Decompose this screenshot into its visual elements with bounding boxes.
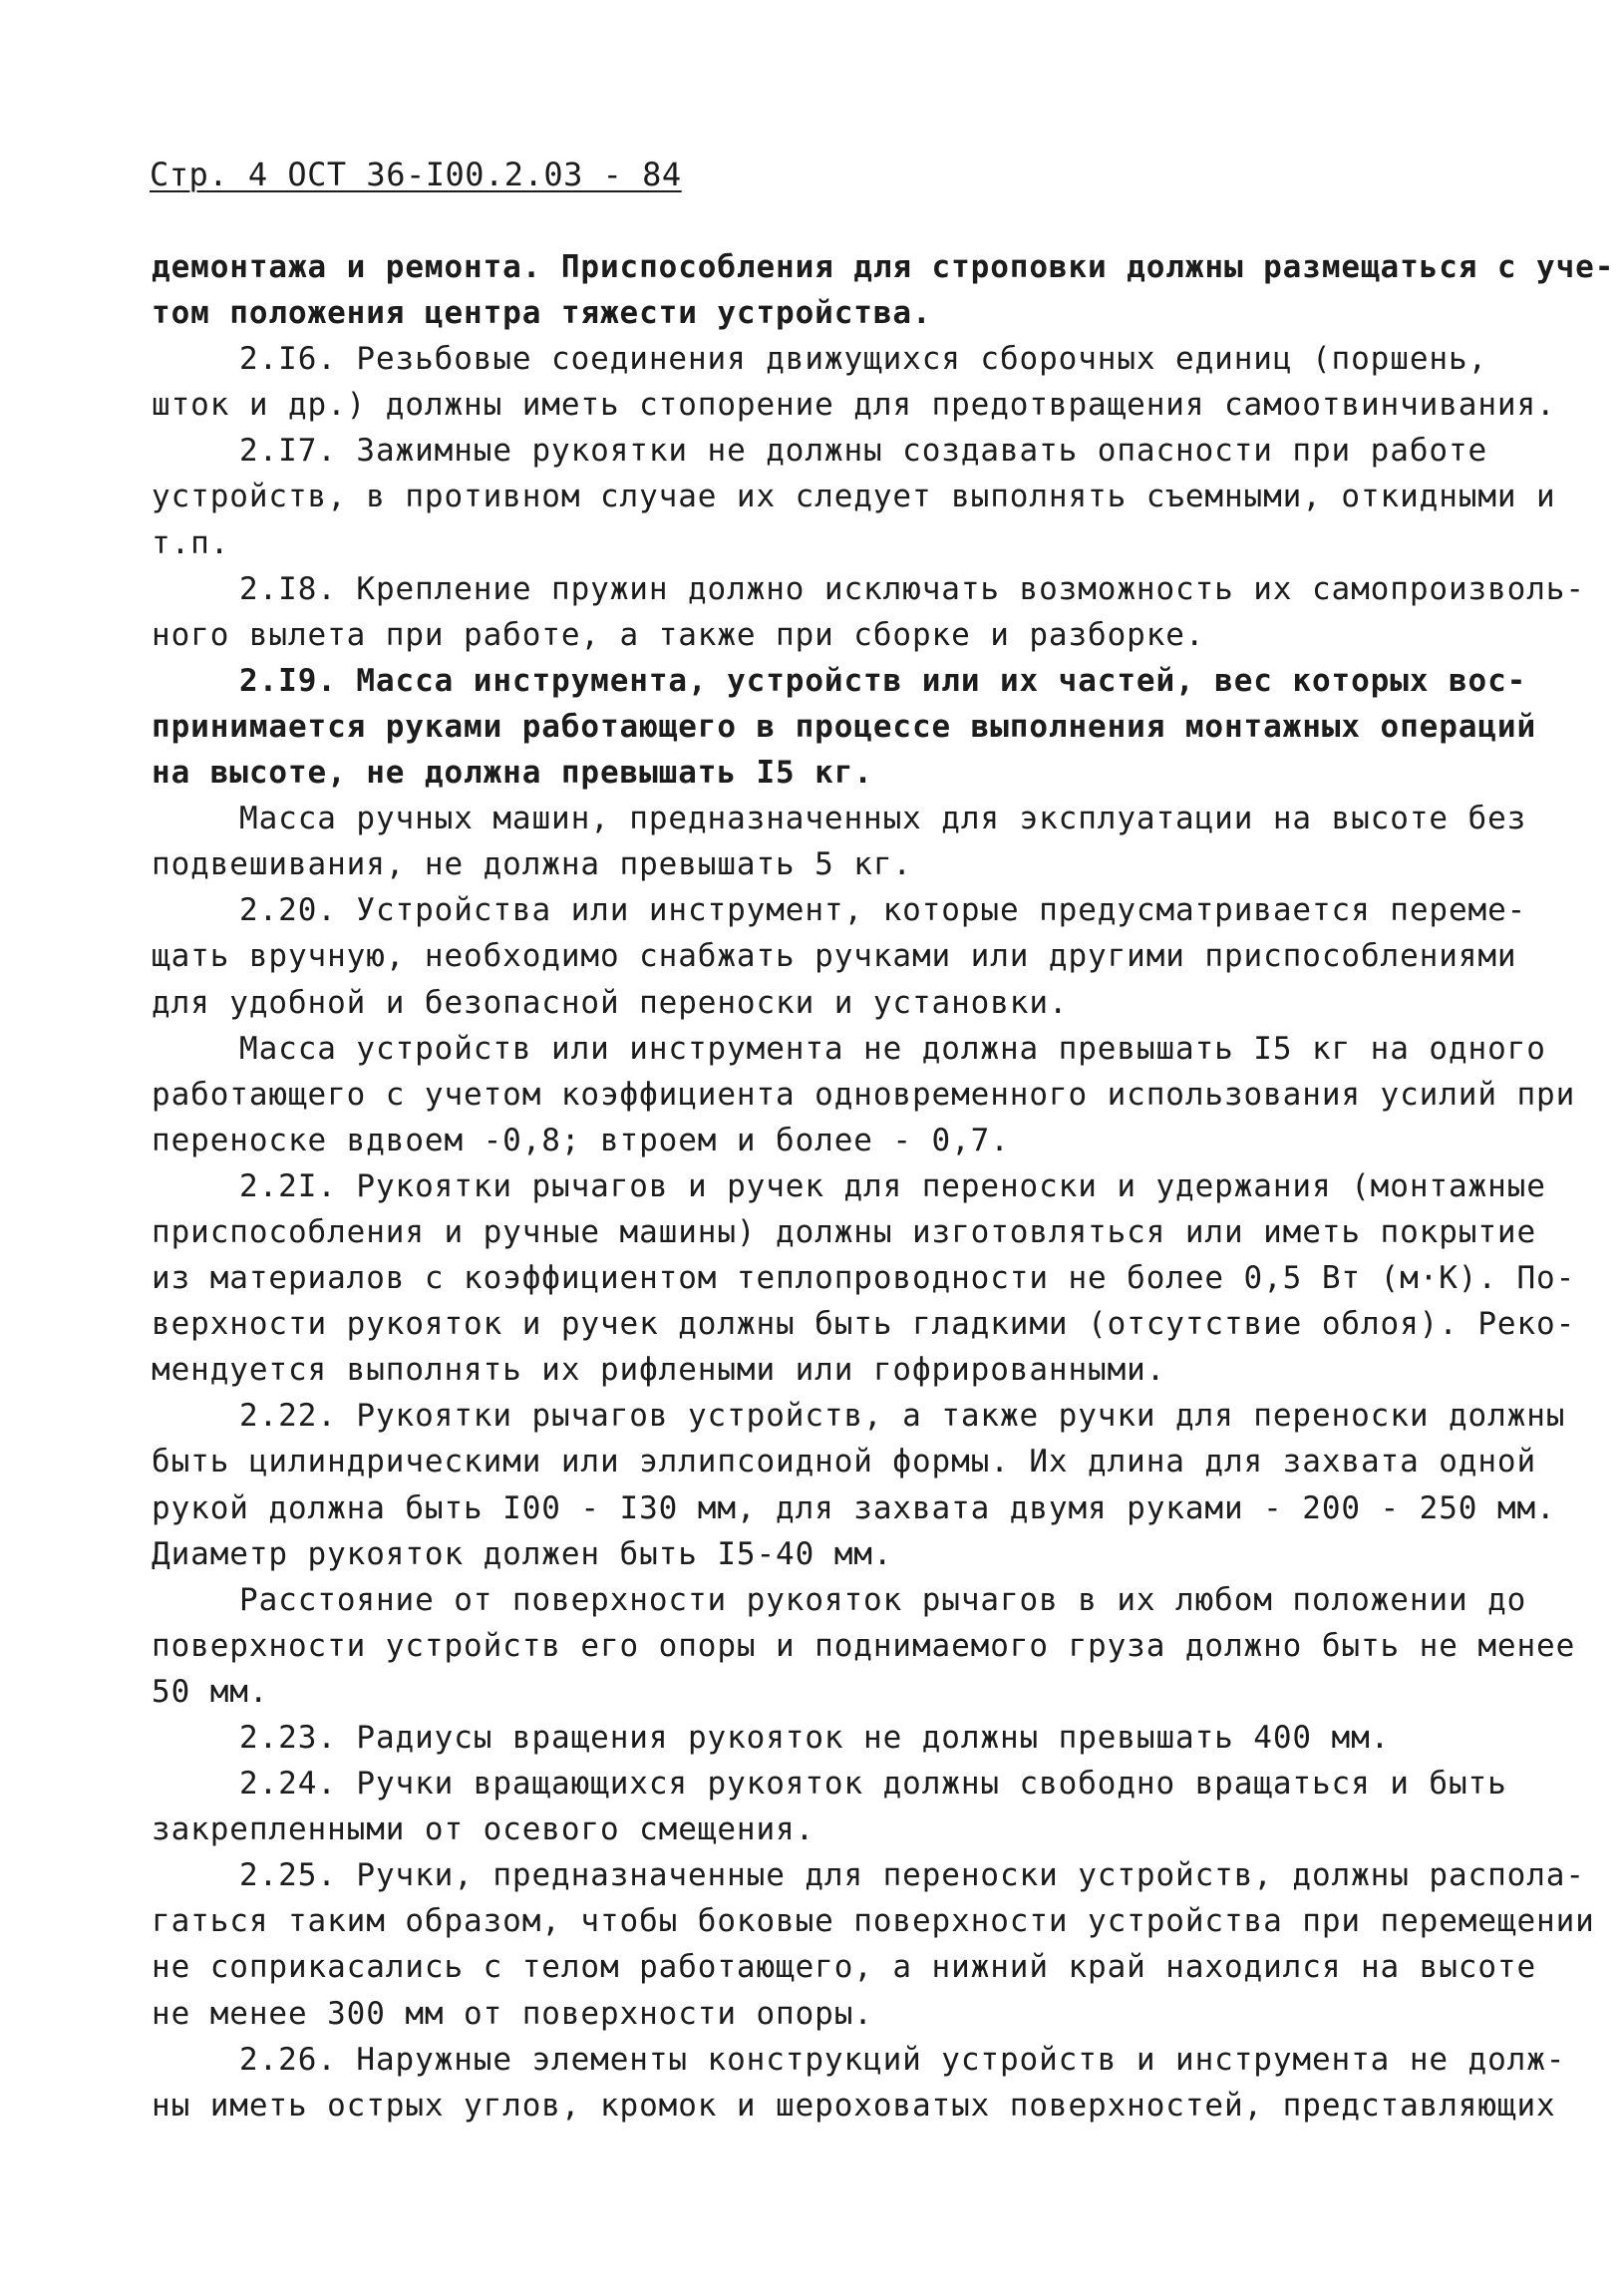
clause-2-25: 2.25. Ручки, предназначенные для переноски устройств, должны распола-: [239, 1857, 1585, 1894]
text-line: верхности рукояток и ручек должны быть гладкими (отсутствие облоя). Реко-: [152, 1306, 1576, 1343]
text-line: ны иметь острых углов, кромок и шероховатых поверхностей, представляющих: [152, 2087, 1556, 2124]
clause-2-17: 2.I7. Зажимные рукоятки не должны создавать опасности при работе: [239, 433, 1488, 470]
text-line: Диаметр рукояток должен быть I5-40 мм.: [152, 1535, 893, 1572]
text-line: на высоте, не должна превышать I5 кг.: [152, 755, 873, 792]
text-line: закрепленными от осевого смещения.: [152, 1811, 815, 1848]
text-line: том положения центра тяжести устройства.: [152, 295, 932, 332]
text-line: приспособления и ручные машины) должны изготовляться или иметь покрытие: [152, 1213, 1537, 1250]
page-header: Стр. 4 ОСТ 36-I00.2.03 - 84: [150, 156, 682, 193]
text-line: шток и др.) должны иметь стопорение для предотвращения самоотвинчивания.: [152, 387, 1556, 424]
text-line: быть цилиндрическими или эллипсоидной формы. Их длина для захвата одной: [152, 1444, 1537, 1480]
text-line: не менее 300 мм от поверхности опоры.: [152, 1995, 873, 2032]
text-line: переноске вдвоем -0,8; втроем и более - 0,7.: [152, 1122, 1010, 1158]
text-line: щать вручную, необходимо снабжать ручками или другими приспособлениями: [152, 938, 1517, 975]
clause-2-24: 2.24. Ручки вращающихся рукояток должны свободно вращаться и быть: [239, 1766, 1507, 1803]
text-line: демонтажа и ремонта. Приспособления для строповки должны размещаться с уче-: [152, 249, 1615, 285]
paragraph-hand-machines: Масса ручных машин, предназначенных для эксплуатации на высоте без: [239, 801, 1527, 837]
document-body: [152, 244, 1615, 2129]
paragraph-device-mass: Масса устройств или инструмента не должна превышать I5 кг на одного: [239, 1030, 1546, 1067]
clause-2-16: 2.I6. Резьбовые соединения движущихся сборочных единиц (поршень,: [239, 341, 1488, 378]
text-line: ного вылета при работе, а также при сборке и разборке.: [152, 616, 1205, 653]
clause-2-20: 2.20. Устройства или инструмент, которые предусматривается переме-: [239, 892, 1527, 929]
text-line: работающего с учетом коэффициента одновременного использования усилий при: [152, 1076, 1576, 1113]
text-line: гаться таким образом, чтобы боковые поверхности устройства при перемещении: [152, 1903, 1595, 1940]
clause-2-23: 2.23. Радиусы вращения рукояток не должны превышать 400 мм.: [239, 1720, 1391, 1756]
clause-2-18: 2.I8. Крепление пружин должно исключать возможность их самопроизволь-: [239, 570, 1585, 607]
text-line: рукой должна быть I00 - I30 мм, для захвата двумя руками - 200 - 250 мм.: [152, 1489, 1556, 1526]
clause-2-26: 2.26. Наружные элементы конструкций устройств и инструмента не долж-: [239, 2041, 1566, 2078]
text-line: мендуется выполнять их рифлеными или гофрированными.: [152, 1352, 1166, 1389]
text-line: из материалов с коэффициентом теплопроводности не более 0,5 Вт (м·К). По-: [152, 1260, 1576, 1297]
text-line: 50 мм.: [152, 1673, 269, 1710]
clause-2-22: 2.22. Рукоятки рычагов устройств, а также ручки для переноски должны: [239, 1398, 1566, 1435]
text-line: т.п.: [152, 524, 230, 561]
text-line: не соприкасались с телом работающего, а нижний край находился на высоте: [152, 1949, 1537, 1986]
text-line: поверхности устройств его опоры и поднимаемого груза должно быть не менее: [152, 1627, 1576, 1664]
text-line: для удобной и безопасной переноски и установки.: [152, 984, 1069, 1021]
clause-2-19: 2.I9. Масса инструмента, устройств или их частей, вес которых вос-: [239, 662, 1527, 699]
text-line: принимается руками работающего в процессе выполнения монтажных операций: [152, 708, 1537, 745]
clause-2-21: 2.2I. Рукоятки рычагов и ручек для переноски и удержания (монтажные: [239, 1167, 1546, 1204]
text-line: подвешивания, не должна превышать 5 кг.: [152, 846, 912, 883]
text-line: устройств, в противном случае их следует выполнять съемными, откидными и: [152, 479, 1556, 515]
paragraph-lever-distance: Расстояние от поверхности рукояток рычагов в их любом положении до: [239, 1581, 1527, 1618]
